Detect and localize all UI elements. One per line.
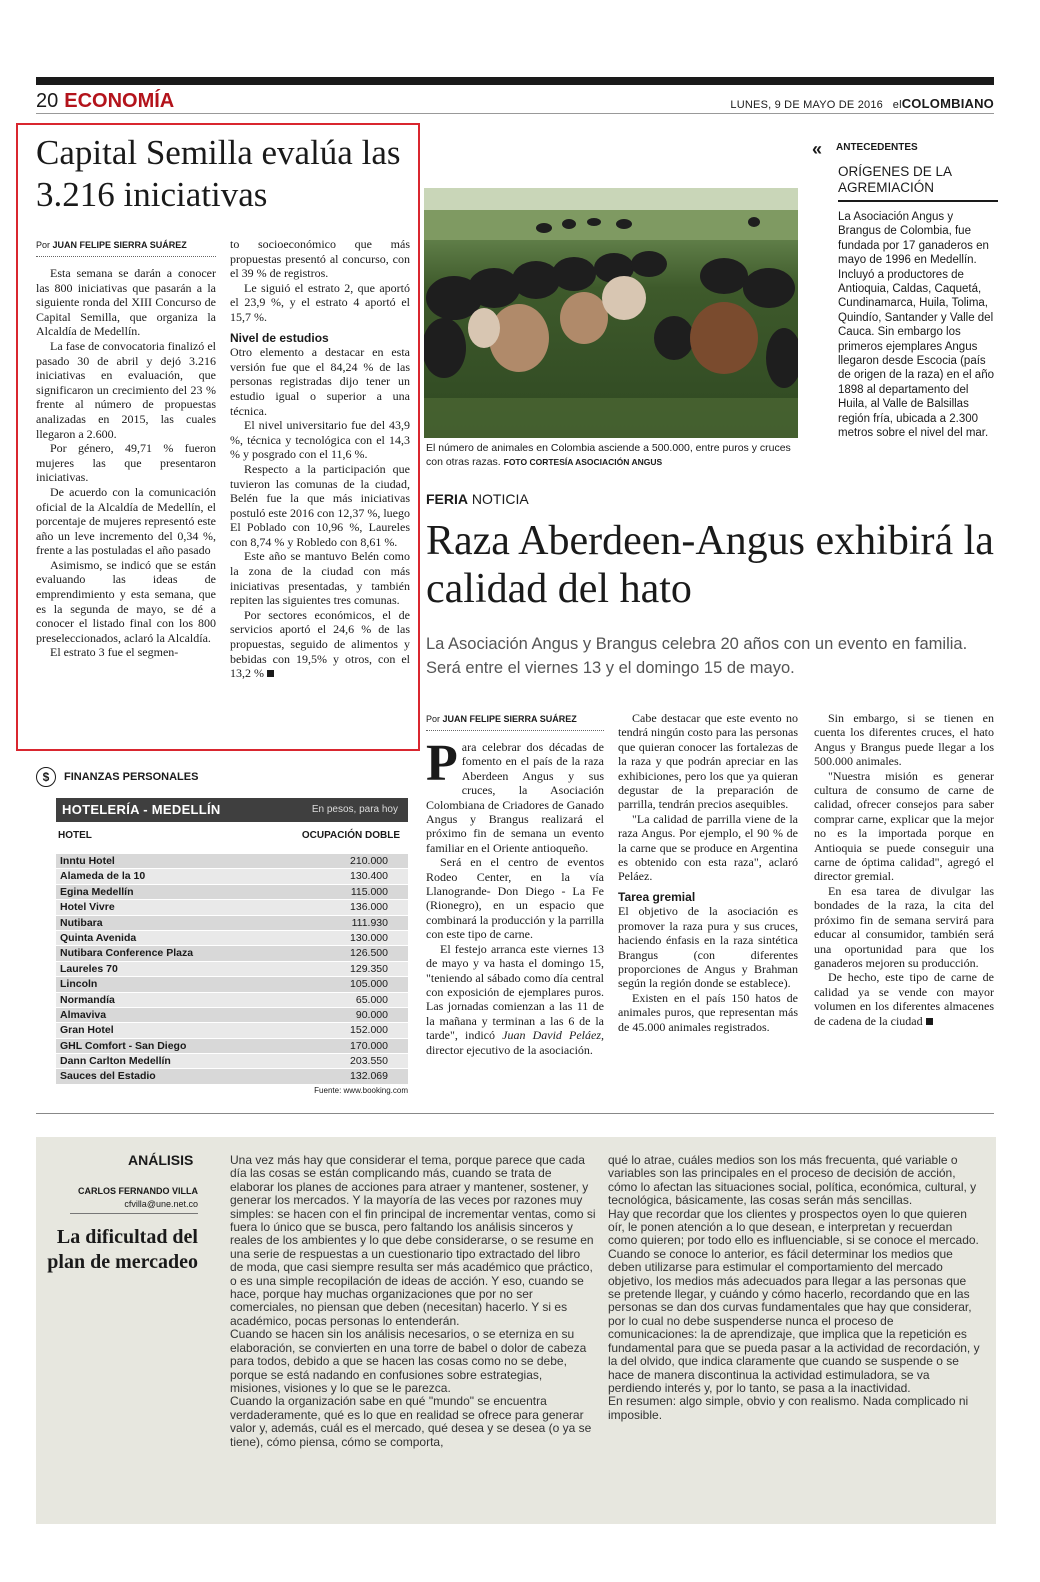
kicker-text: NOTICIA	[471, 491, 529, 507]
paragraph: La fase de convocatoria finalizó el pasado 30 de abril y dejó 3.216 iniciativas en evaluación, que significaron un crecimiento del 23 % frente al número de propuestas analizadas en 2015, las cuales llegaron a 2.600.	[36, 338, 216, 441]
byline-por: Por	[36, 240, 51, 250]
paragraph-text: director ejecutivo de la asociación.	[426, 1042, 593, 1057]
analisis-col2	[608, 1154, 980, 1422]
subhead: Nivel de estudios	[230, 330, 329, 345]
hotel-table-header	[56, 798, 408, 822]
hotel-name: Inntu Hotel	[60, 855, 115, 867]
paper-prefix: el	[892, 99, 902, 111]
hotel-price: 203.550	[350, 1055, 388, 1068]
section-rule	[36, 113, 994, 114]
paragraph: Respecto a la participación que tuvieron las comunas de la ciudad, Belén fue la que más iniciativas postuló este 2016 con 12,37 %, luego El Poblado con 10,96 %, Laureles con 8,74 % y Robledo con 8,61 %.	[230, 461, 410, 549]
article1-headline: Capital Semilla evalúa las 3.216 iniciativas	[36, 133, 401, 214]
paragraph: Existen en el país 150 hatos de animales puros, que representan más de 45.000 animales registrados.	[618, 990, 798, 1034]
paragraph: "Nuestra misión es generar cultura de consumo de carne de calidad, ofrecer consejos para saber comprar carne, explicar que la mejor no es la importada porque en Antioquia se puede conseguir una carne de óptima calidad", agregó el director gremial.	[814, 768, 994, 884]
article2-byline	[426, 714, 577, 724]
hotel-price: 126.500	[350, 947, 388, 960]
hotel-name: Nutibara Conference Plaza	[60, 947, 194, 960]
hotel-price: 105.000	[350, 978, 388, 991]
quoted-name: Juan David Peláez,	[502, 1028, 605, 1043]
table-row	[56, 946, 408, 961]
hotel-table-title: HOTELERÍA - MEDELLÍN	[62, 802, 221, 817]
paragraph: El estrato 3 fue el segmen-	[50, 645, 179, 660]
paragraph: Será en el centro de eventos Rodeo Center, en la vía Llanogrande- Don Diego - La Fe (Rionegro), en un espacio que combinará la producción y la parrilla con este tipo de carne.	[426, 855, 604, 942]
antecedentes-label: ANTECEDENTES	[836, 142, 918, 153]
top-rule	[36, 77, 994, 85]
paragraph: Esta semana se darán a conocer las 800 iniciativas que pasarán a la siguiente ronda del XIII Concurso de Capital Semilla, que organiza la Alcaldía de Medellín.	[36, 266, 216, 339]
antecedentes-rule	[838, 200, 998, 202]
table-row	[56, 1069, 408, 1084]
bottom-rule	[36, 1113, 994, 1114]
paragraph: Por género, 49,71 % fueron mujeres las que presentaron iniciativas.	[36, 441, 216, 485]
paragraph: Cabe destacar que este evento no tendrá ningún costo para las personas que quieran conocer las fortalezas de la raza y que podrán apreciar en las exhibiciones, pero los que ya quieran degustar de la preparación de parrilla, tendrán precios asequibles.	[618, 711, 798, 812]
article1-col1	[36, 266, 216, 660]
dollar-icon: $	[36, 767, 56, 787]
paragraph	[230, 608, 410, 681]
table-row	[56, 869, 408, 884]
hotel-price: 90.000	[355, 1008, 388, 1021]
subhead: Tarea gremial	[618, 889, 696, 904]
cattle-illustration	[424, 188, 798, 438]
paragraph: En esa tarea de divulgar las bondades de la raza, la cita del próximo fin de semana servirá para educar al consumidor, también será una oportunidad para que los ganaderos mejoren su producción.	[814, 883, 994, 970]
paragraph: Cuando se conoce lo anterior, es fácil determinar los medios que deben utilizarse para estimular el comportamiento del mercado objetivo, los medios más adecuados para llegar a las personas que se pretende llegar, y cuándo y cómo hacerlo, recordando que en las personas se dan dos curvas fundamentales que hay que considerar, por lo cual no debe suspenderse nunca el proceso de comunicaciones: la de aprendizaje, que implica que la repetición es fundamental para que se pueda pasar a la actividad de recordación, y la del olvido, que indica claramente que cuando se suspende o se hace de manera discontinua la actividad estimuladora, se va perdiendo interés y, por lo tanto, se pasa a la inactividad.	[608, 1246, 980, 1395]
table-row	[56, 916, 408, 931]
chevron-left-icon: «	[812, 139, 823, 159]
table-row	[56, 854, 408, 869]
paragraph: qué lo atrae, cuáles medios son los más frecuenta, qué variable o variables son las principales en el proceso de decisión de acción, cómo lo afectan las situaciones social, política, económica, cultural, y tecnológica, básicamente, las cosas serán más sencillas.	[608, 1153, 977, 1208]
analisis-label: ANÁLISIS	[128, 1152, 194, 1168]
page-number: 20	[36, 90, 59, 112]
end-mark-icon	[926, 1018, 933, 1025]
photo-caption	[426, 441, 798, 469]
hotel-name: Almaviva	[60, 1008, 107, 1021]
hotel-name: Nutibara	[60, 916, 103, 929]
hotel-name: Laureles 70	[60, 962, 118, 975]
table-row	[56, 900, 408, 915]
hotel-name: Lincoln	[60, 978, 98, 991]
table-row	[56, 1039, 408, 1054]
byline-name: JUAN FELIPE SIERRA SUÁREZ	[442, 714, 577, 724]
paragraph	[426, 942, 604, 1057]
paragraph	[426, 735, 604, 855]
byline-name: JUAN FELIPE SIERRA SUÁREZ	[52, 240, 187, 250]
article2-col1	[426, 735, 605, 1057]
hotel-name: Gran Hotel	[60, 1024, 114, 1037]
hotel-name: Dann Carlton Medellín	[60, 1055, 171, 1068]
hotel-name: Sauces del Estadio	[60, 1070, 156, 1083]
hotel-table-columns	[58, 830, 408, 841]
article2-headline: Raza Aberdeen-Angus exhibirá la calidad del hato	[426, 518, 994, 612]
hotel-price: 210.000	[350, 855, 388, 867]
hotel-name: Hotel Vivre	[60, 901, 115, 914]
table-source: Fuente: www.booking.com	[314, 1086, 408, 1095]
dropcap: P	[426, 735, 458, 792]
cattle-photo	[424, 188, 798, 438]
antecedentes-title: ORÍGENES DE LA AGREMIACIÓN	[838, 164, 952, 195]
analisis-author: CARLOS FERNANDO VILLA	[78, 1186, 198, 1196]
paragraph: to socioeconómico que más propuestas presentó al concurso, con el 39 % de registros.	[230, 237, 410, 281]
byline-rule	[36, 256, 216, 258]
hotel-price: 170.000	[350, 1039, 388, 1052]
paragraph: El objetivo de la asociación es promover la raza pura y sus cruces, haciendo énfasis en la raza sintética Brangus (con diferentes proporciones de Angus y Brahman según la región donde se establece).	[618, 904, 798, 991]
paragraph-text: De hecho, este tipo de carne de calidad ya se vende con mayor volumen en los diferentes almacenes de cadena de la ciudad	[814, 970, 994, 1028]
table-row	[56, 962, 408, 977]
table-row	[56, 977, 408, 992]
article2-col2	[618, 711, 798, 1034]
paragraph: El nivel universitario fue del 43,9 %, técnica y tecnológica con el 14,3 % y posgrado con el 11,6 %.	[230, 418, 410, 462]
kicker-bold: FERIA	[426, 491, 468, 507]
paragraph: Una vez más hay que considerar el tema, porque parece que cada día las cosas se están complicando más, cuando se trata de elaborar los planes de acciones para atraer y mantener, sostener, y generar los mercados. Y la mayoría de las veces por razones muy simples: se hacen con el fin principal de incrementar ventas, como si fuera lo único que se busca, pero faltando los análisis sinceros y reales de los ambientes y lo que debe considerarse, o se resume en una serie de respuestas a un cuestionario tipo extractado del libro de moda, que casi siempre resulta ser más académico que práctico, o es una simple recopilación de ideas de acción. Y eso, cuando se hace, porque hay muchas organizaciones que por no ser comerciales, no piensan que deben (necesitan) hacerlo. Y si es académico, pocas personas lo entenderán.	[230, 1153, 596, 1328]
byline-por: Por	[426, 714, 441, 724]
hotel-name: Egina Medellín	[60, 885, 134, 898]
byline-rule	[426, 730, 604, 732]
hotel-price: 152.000	[350, 1024, 388, 1037]
finanzas-label: FINANZAS PERSONALES	[64, 770, 199, 783]
article1-byline	[36, 240, 187, 250]
hotel-table-unit: En pesos, para hoy	[311, 804, 398, 815]
antecedentes-text: La Asociación Angus y Brangus de Colombia, fue fundada por 17 ganaderos en mayo de 1996 en Medellín. Incluyó a productores de Antioquia, Caldas, Caquetá, Cundinamarca, Huila, Tolima, Quindío, Santander y Valle del Cauca. Sin embargo los primeros ejemplares Angus llegaron desde Escocia (país de origen de la raza) en el año 1898 al departamento del Huila, al Valle de Balsillas región fría, ubicada a 2.300 metros sobre el nivel del mar.	[838, 211, 994, 440]
paragraph: Asimismo, se indicó que se están evaluando las ideas de emprendimiento y esta semana, que es la segunda de mayo, se dé a conocer el listado final con los 800 preseleccionados, aclaró la Alcaldía.	[36, 557, 216, 645]
article2-deck: La Asociación Angus y Brangus celebra 20 años con un evento en familia. Será entre el viernes 13 y el domingo 15 de mayo.	[426, 635, 968, 677]
dateline	[730, 96, 994, 111]
paragraph: Cuando la organización sabe en qué "mundo" se encuentra verdaderamente, qué es lo que en realidad se ofrece para generar valor y, además, cuál es el mercado, qué desea y se desea (o ya se tiene), cómo piensa, cómo se comporta,	[230, 1394, 592, 1449]
table-row	[56, 1023, 408, 1038]
analisis-email: cfvilla@une.net.co	[124, 1199, 198, 1209]
hotel-price: 136.000	[350, 901, 388, 914]
hotel-price: 111.930	[351, 916, 388, 929]
paragraph: Otro elemento a destacar en esta versión fue que el 84,24 % de las personas registradas dijo tener un estudio igual o superior a una técnica.	[230, 345, 410, 418]
paragraph: Este año se mantuvo Belén como la zona de la ciudad con más iniciativas presentadas, y también repiten las siguientes tres comunas.	[230, 549, 410, 608]
paragraph: Le siguió el estrato 2, que aportó el 23,9 %, y el estrato 4 aportó el 15,7 %.	[230, 280, 410, 324]
hotel-table	[56, 854, 408, 1085]
paper-name: COLOMBIANO	[901, 96, 994, 111]
finanzas-header	[36, 767, 198, 787]
analisis-rule	[70, 1213, 198, 1214]
table-row	[56, 931, 408, 946]
paragraph: "La calidad de parrilla viene de la raza Angus. Por ejemplo, el 90 % de la carne que se produce en Argentina es obtenido con esta raza", aclaró Peláez.	[618, 811, 798, 884]
col-hotel: HOTEL	[58, 830, 92, 841]
paragraph: De acuerdo con la comunicación oficial de la Alcaldía de Medellín, el porcentaje de mujeres representó este año un leve incremento del 0,34 %, frente a las postuladas el año pasado	[36, 484, 216, 558]
caption-text: El número de animales en Colombia asciende a 500.000, entre puros y cruces con otras razas.	[426, 442, 791, 468]
hotel-price: 65.000	[355, 993, 388, 1006]
paragraph: Hay que recordar que los clientes y prospectos oyen lo que quieren oír, le ponen atención a lo que desean, e interpretan y recuerdan como quieren; por todo ello es influenciable, si se conoce el mercado.	[608, 1206, 979, 1248]
paragraph: Sin embargo, si se tienen en cuenta los diferentes cruces, el hato Angus y Brangus puede llegar a los 500.000 animales.	[814, 711, 994, 769]
table-row	[56, 1054, 408, 1069]
table-row	[56, 885, 408, 900]
article2-col3	[814, 711, 994, 1028]
section-header	[36, 90, 174, 113]
article1-col2	[230, 237, 410, 681]
hotel-name: Normandía	[60, 993, 115, 1006]
hotel-name: Quinta Avenida	[60, 931, 137, 944]
end-mark-icon	[267, 670, 274, 677]
hotel-name: Alameda de la 10	[60, 870, 146, 883]
paragraph-text: ara celebrar dos décadas de fomento en el país de la raza Aberdeen Angus y sus cruces, la Asociación Colombiana de Criadores de Ganado Angus y Brangus realizará el próximo fin de semana un evento familiar en el Oriente antioqueño.	[426, 740, 604, 855]
paragraph-text: Por sectores económicos, el de servicios aportó el 24,6 % de las propuestas, seguido de alimentos y bebidas con 19,5% y otros, con el 13,2 %	[230, 607, 410, 681]
paragraph	[814, 970, 994, 1028]
hotel-price: 129.350	[350, 962, 388, 975]
paragraph: Cuando se hacen sin los análisis necesarios, o se eterniza en su elaboración, se convierten en una torre de babel o dolor de cabeza para todos, debido a que se hacen las cosas como no se debe, porque se está nadando en confusiones sobre estrategias, misiones, visiones y lo que se le parezca.	[230, 1327, 587, 1395]
hotel-price: 132.069	[350, 1070, 388, 1083]
hotel-price: 130.000	[350, 931, 388, 944]
hotel-name: GHL Comfort - San Diego	[60, 1039, 187, 1052]
article2-kicker	[426, 491, 529, 507]
page-date: LUNES, 9 DE MAYO DE 2016	[730, 99, 883, 111]
section-name: ECONOMÍA	[64, 90, 175, 112]
hotel-price: 115.000	[350, 885, 388, 898]
analisis-col1	[230, 1154, 596, 1449]
paragraph: En resumen: algo simple, obvio y con realismo. Nada complicado ni imposible.	[608, 1394, 969, 1422]
table-row	[56, 1008, 408, 1023]
analisis-title: La dificultad del plan de mercadeo	[47, 1226, 198, 1273]
table-row	[56, 993, 408, 1008]
col-ocupacion: OCUPACIÓN DOBLE	[301, 830, 400, 841]
paragraph-text: El festejo arranca este viernes 13 de mayo y va hasta el domingo 15, "teniendo al sábado como día central con exposición de ejemplares puros. Las jornadas comienzan a las 11 de la mañana y terminan a las 6 de la tarde", indicó	[426, 941, 604, 1043]
photo-credit: FOTO CORTESÍA ASOCIACIÓN ANGUS	[503, 457, 663, 467]
hotel-price: 130.400	[350, 870, 388, 883]
